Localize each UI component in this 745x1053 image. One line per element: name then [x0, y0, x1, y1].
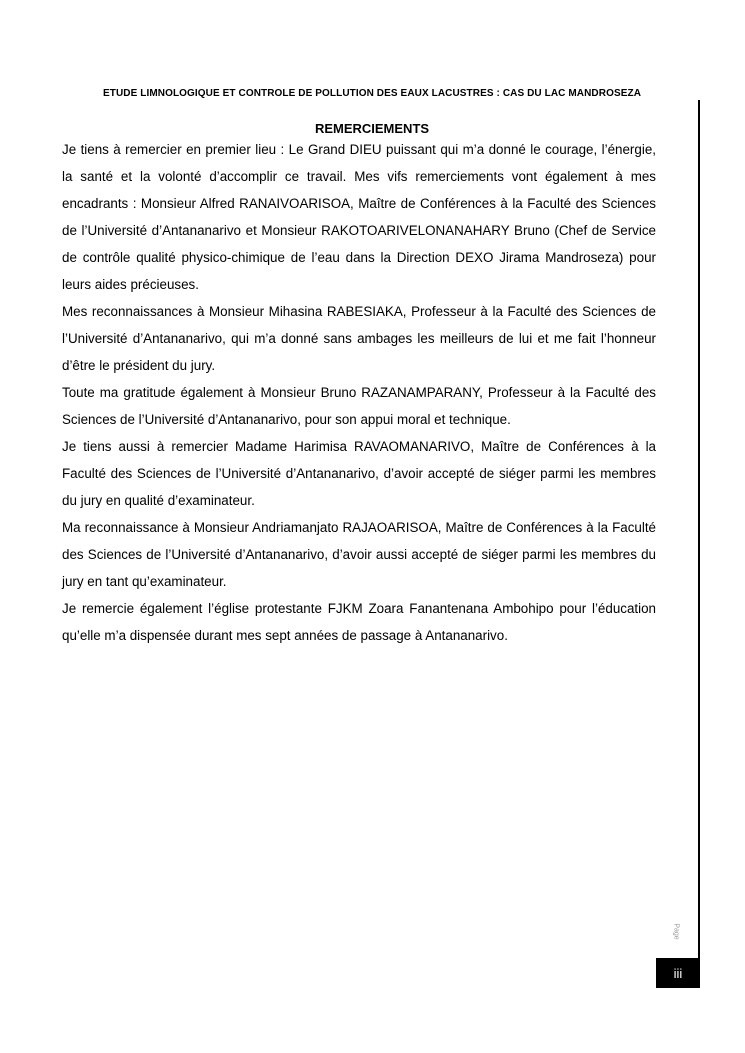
running-header-title: ETUDE LIMNOLOGIQUE ET CONTROLE DE POLLUTION DES EAUX LACUSTRES : CAS DU LAC MANDROSEZA [102, 88, 642, 99]
paragraph-2: Mes reconnaissances à Monsieur Mihasina RABESIAKA, Professeur à la Faculté des Sciences de l’Université d’Antananarivo, qui m’a donné sans ambages les meilleurs de lui et me fait l’honneur d’être le président du jury. [62, 304, 656, 373]
page-vertical-label [670, 912, 682, 950]
paragraph-5: Ma reconnaissance à Monsieur Andriamanjato RAJAOARISOA, Maître de Conférences à la Faculté des Sciences de l’Université d’Antananarivo, d’avoir aussi accepté de siéger parmi les membres du jury en tant qu’examinateur. [62, 520, 656, 589]
paragraph-1: Je tiens à remercier en premier lieu : Le Grand DIEU puissant qui m’a donné le courage, l’énergie, la santé et la volonté d’accomplir ce travail. Mes vifs remerciements vont également à mes encadrants : Monsieur Alfred RANAIVOARISOA, Maître de Conférences à la Faculté des Sciences de l’Université d’Antananarivo et Monsieur RAKOTOARIVELONANAHARY Bruno (Chef de Service de contrôle qualité physico-chimique de l’eau dans la Direction DEXO Jirama Mandroseza) pour leurs aides précieuses. [62, 142, 656, 292]
page-number: iii [673, 965, 683, 981]
paragraph-3: Toute ma gratitude également à Monsieur Bruno RAZANAMPARANY, Professeur à la Faculté des Sciences de l’Université d’Antananarivo, pour son appui moral et technique. [62, 385, 656, 427]
right-margin-rule [698, 100, 700, 960]
paragraph-4: Je tiens aussi à remercier Madame Harimisa RAVAOMANARIVO, Maître de Conférences à la Faculté des Sciences de l’Université d’Antananarivo, d’avoir accepté de siéger parmi les membres du jury en qualité d’examinateur. [62, 439, 656, 508]
page-number-badge [656, 958, 700, 988]
paragraph-6: Je remercie également l’église protestante FJKM Zoara Fanantenana Ambohipo pour l’éducation qu’elle m’a dispensée durant mes sept années de passage à Antananarivo. [62, 601, 656, 643]
page-vertical-label-text: Page [672, 922, 680, 940]
acknowledgements-body [62, 136, 656, 649]
section-title: REMERCIEMENTS [314, 121, 430, 136]
